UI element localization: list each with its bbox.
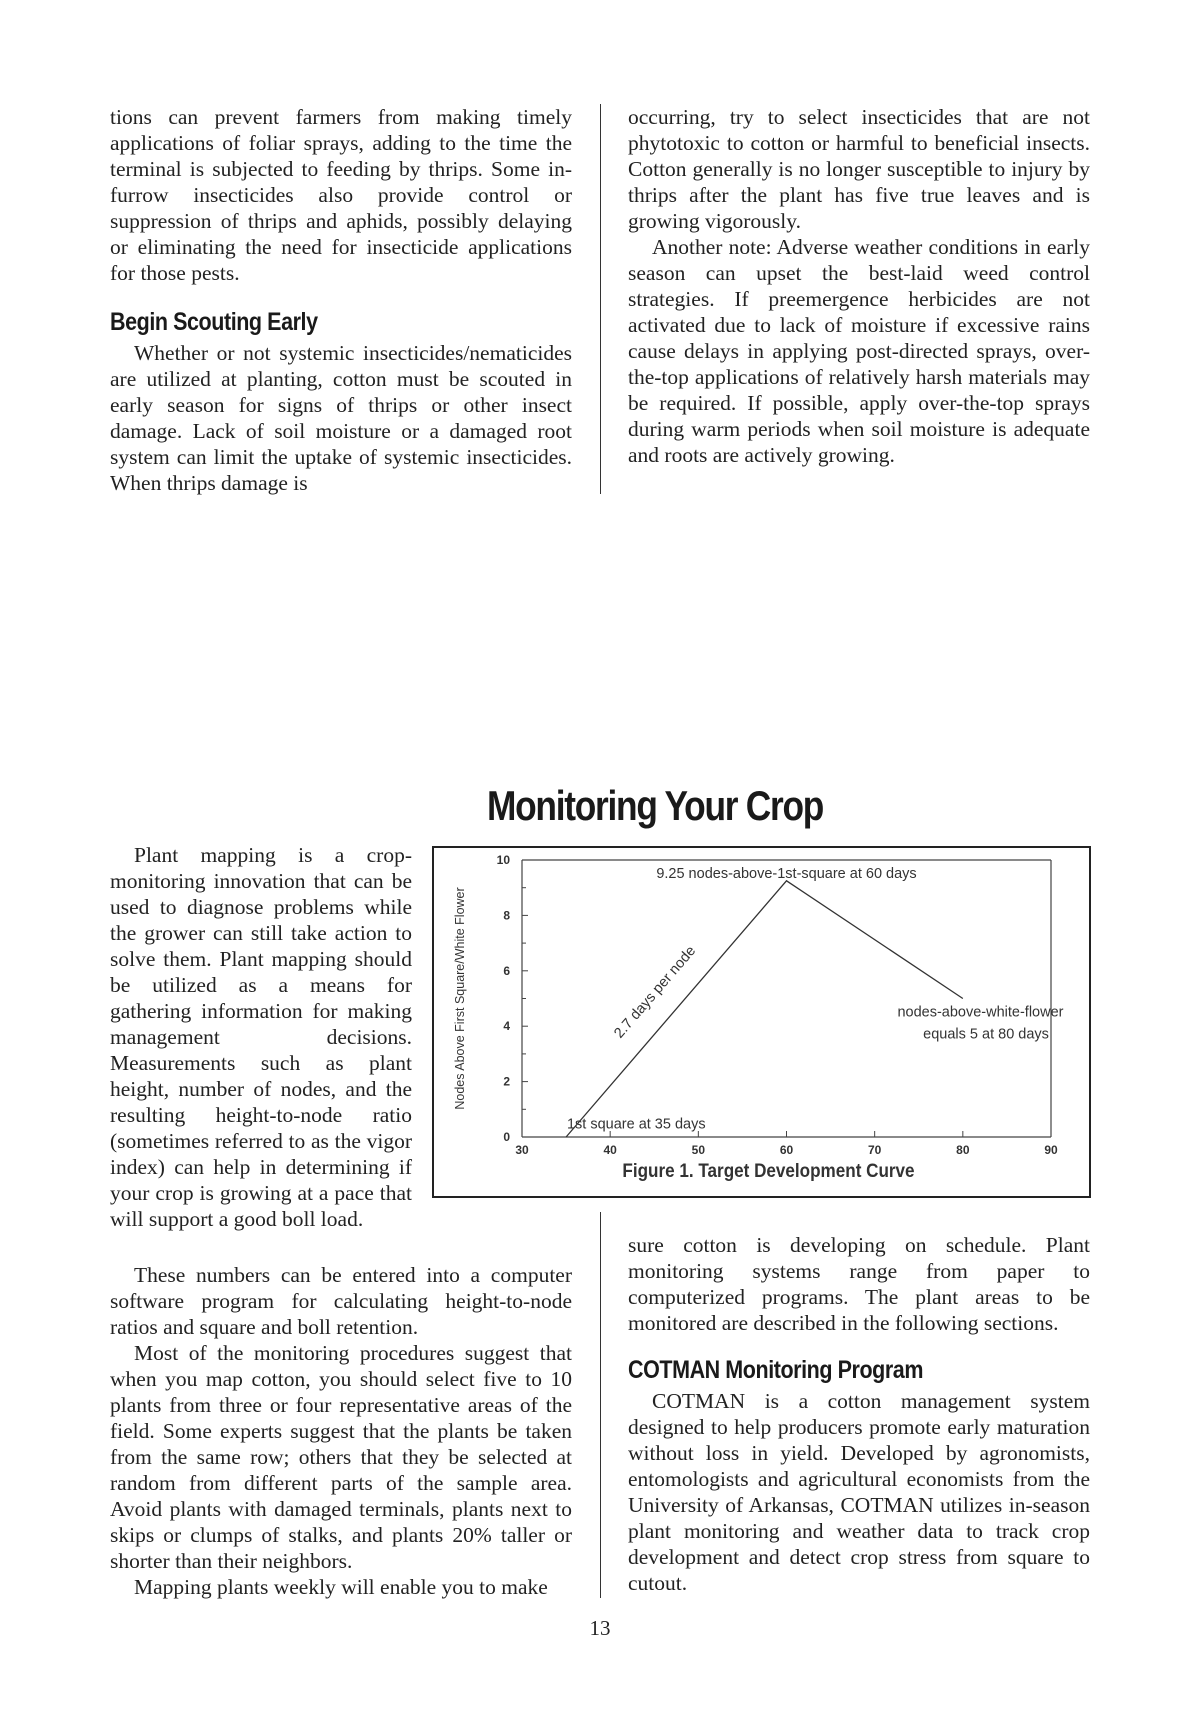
x-tick-label: 80: [956, 1143, 970, 1157]
section-title: Monitoring Your Crop: [486, 782, 824, 829]
annotation-slope: 2.7 days per node: [611, 943, 700, 1042]
x-tick-label: 90: [1044, 1143, 1058, 1157]
figure-caption: Figure 1. Target Development Curve: [622, 1160, 915, 1182]
intro-paragraph: tions can prevent farmers from making timely applications of foliar sprays, adding to the time the terminal is subjected to feeding by thrips. Some in-furrow insecticides also provide control or suppression of thrips and aphids, possibly delaying or eliminating the need for insecticide applications for those pests.: [110, 105, 572, 285]
annotation-decline-line1: nodes-above-white-flower: [897, 1004, 1064, 1021]
cotman-paragraph: COTMAN is a cotton management system designed to help producers promote early maturation without loss in yield. Developed by agronomists, entomologists and agricultural economists from the University of Arkansas, COTMAN utilizes in-season plant monitoring and weather data to track crop development and detect crop stress from square to cutout.: [628, 1389, 1090, 1595]
weather-paragraph: Another note: Adverse weather conditions in early season can upset the best-laid weed control strategies. If preemergence herbicides are not activated due to lack of moisture if excessive rains cause delays in applying post-directed sprays, over-the-top applications of relatively harsh materials may be required. If possible, apply over-the-top sprays during warm periods when soil moisture is adequate and roots are actively growing.: [628, 235, 1090, 467]
y-tick-label: 6: [503, 963, 510, 978]
phytotoxic-paragraph: occurring, try to select insecticides that are not phytotoxic to cotton or harmful to beneficial insects. Cotton generally is no longer susceptible to injury by thrips after the plant has five true leaves and is growing vigorously.: [628, 105, 1090, 233]
y-tick-label: 4: [503, 1019, 510, 1034]
developing-schedule-paragraph: sure cotton is developing on schedule. Plant monitoring systems range from paper to computerized programs. The plant areas to be monitored are described in the following sections.: [628, 1233, 1090, 1335]
figure-target-development-curve: [432, 846, 1091, 1198]
mapping-weekly-paragraph: Mapping plants weekly will enable you to make: [134, 1575, 548, 1599]
column-divider-bottom: [600, 1212, 601, 1598]
annotation-start: 1st square at 35 days: [566, 1116, 706, 1133]
monitoring-procedures-paragraph: Most of the monitoring procedures suggest that when you map cotton, you should select five to 10 plants from three or four representative areas of the field. Some experts suggest that the plants be taken from the same row; others that they be selected at random from different parts of the sample area. Avoid plants with damaged terminals, plants next to skips or clumps of stalks, and plants 20% taller or shorter than their neighbors.: [110, 1341, 572, 1573]
page-number: 13: [589, 1616, 611, 1640]
x-tick-label: 60: [779, 1143, 794, 1157]
y-tick-label: 8: [503, 908, 510, 923]
cotman-heading: COTMAN Monitoring Program: [628, 1356, 924, 1384]
computer-software-paragraph: These numbers can be entered into a computer software program for calculating height-to-node ratios and square and boll retention.: [110, 1263, 572, 1339]
y-tick-label: 2: [503, 1074, 510, 1089]
annotation-decline-line2: equals 5 at 80 days: [923, 1026, 1049, 1043]
x-tick-label: 70: [867, 1143, 882, 1157]
plant-mapping-paragraph: Plant mapping is a crop-monitoring innovation that can be used to diagnose problems while the grower can still take action to solve them. Plant mapping should be utilized as a means for gathering information for making management decisions. Measurements such as plant height, number of nodes, and the resulting height-to-node ratio (sometimes referred to as the vigor index) can help in determining if your crop is growing at a pace that will support a good boll load.: [110, 843, 412, 1231]
x-tick-label: 50: [691, 1143, 706, 1157]
x-tick-label: 40: [603, 1143, 617, 1157]
y-tick-label: 10: [496, 853, 510, 867]
y-axis-label: Nodes Above First Square/White Flower: [453, 887, 467, 1110]
column-divider-top: [600, 104, 601, 494]
chart-canvas: [434, 848, 1089, 1196]
y-tick-label: 0: [503, 1130, 510, 1144]
x-tick-label: 30: [515, 1143, 529, 1157]
scouting-paragraph: Whether or not systemic insecticides/nematicides are utilized at planting, cotton must be scouted in early season for signs of thrips or other insect damage. Lack of soil moisture or a damaged root system can limit the uptake of systemic insecticides. When thrips damage is: [110, 341, 572, 495]
annotation-peak: 9.25 nodes-above-1st-square at 60 days: [656, 866, 917, 882]
begin-scouting-heading: Begin Scouting Early: [110, 308, 318, 336]
